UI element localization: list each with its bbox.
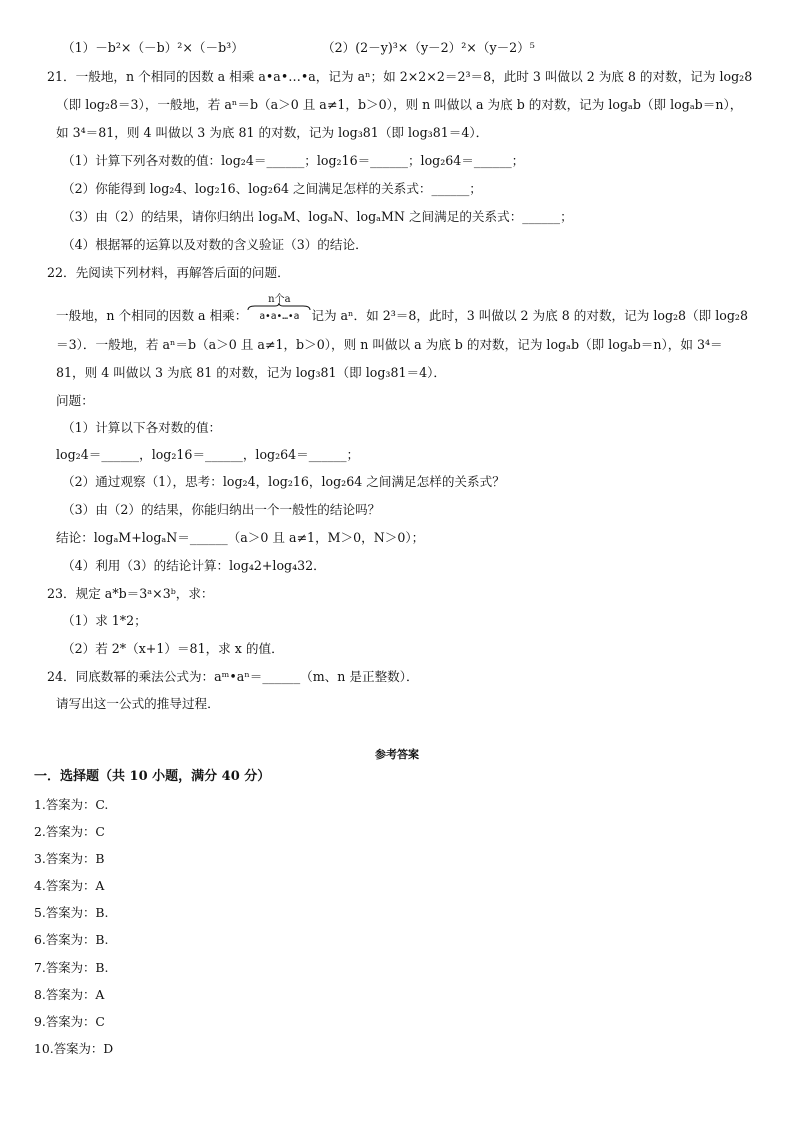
q22-line-4: 81，则 4 叫做以 3 为底 81 的对数，记为 log₃81（即 log₃81＝4）． (56, 365, 446, 380)
q24-line-1: 24．同底数幂的乘法公式为：aᵐ•aⁿ＝______（m、n 是正整数）． (47, 669, 419, 684)
answer-item: 1.答案为：C. (34, 797, 109, 812)
answers-title: 参考答案 (375, 748, 419, 761)
q21-line-2: （即 log₂8＝3），一般地，若 aⁿ＝b（a＞0 且 a≠1，b＞0），则 n 叫做以 a 为底 b 的对数，记为 logₐb（即 logₐb＝n）， (56, 97, 743, 112)
q21-sub-3: （3）由（2）的结果，请你归纳出 logₐM、logₐN、logₐMN 之间满足的关系式：______； (62, 209, 573, 224)
q23-sub-2: （2）若 2*（x+1）＝81，求 x 的值． (62, 641, 284, 656)
q22-sub-1-values: log₂4＝______，log₂16＝______，log₂64＝______； (56, 447, 360, 462)
answer-item: 7.答案为：B. (34, 960, 109, 975)
q22-sub-2: （2）通过观察（1），思考：log₂4，log₂16，log₂64 之间满足怎样的关系式？ (62, 474, 505, 489)
top-item-2: （2）(2－y)³×（y－2）²×（y－2）⁵ (322, 40, 535, 55)
q21-sub-2: （2）你能得到 log₂4、log₂16、log₂64 之间满足怎样的关系式：______； (62, 181, 482, 196)
q22-line-2 (56, 294, 748, 324)
q22-conclusion: 结论：logₐM+logₐN＝______（a＞0 且 a≠1，M＞0，N＞0）； (56, 530, 425, 545)
q22-sub-4: （4）利用（3）的结论计算：log₄2+log₄32． (62, 558, 326, 573)
answer-item: 8.答案为：A (34, 987, 105, 1002)
q21-line-3: 如 3⁴＝81，则 4 叫做以 3 为底 81 的对数，记为 log₃81（即 log₃81＝4）． (56, 125, 489, 140)
answer-item: 9.答案为：C (34, 1014, 105, 1029)
answer-item: 2.答案为：C (34, 824, 105, 839)
q23-line-1: 23．规定 a*b＝3ᵃ×3ᵇ，求： (47, 586, 214, 601)
top-item-1: （1）－b²×（－b）²×（－b³） (62, 40, 244, 55)
answer-item: 4.答案为：A (34, 878, 105, 893)
q21-sub-4: （4）根据幂的运算以及对数的含义验证（3）的结论． (62, 237, 368, 252)
q22-sub-3: （3）由（2）的结果，你能归纳出一个一般性的结论吗？ (62, 502, 381, 517)
answers-section-heading: 一．选择题（共 10 小题，满分 40 分） (34, 769, 271, 784)
q22-line-2-pre: 一般地，n 个相同的因数 a 相乘： (56, 308, 248, 323)
answer-item: 10.答案为：D (34, 1041, 114, 1056)
q22-line-3: ＝3）．一般地，若 aⁿ＝b（a＞0 且 a≠1，b＞0），则 n 叫做以 a 为底 b 的对数，记为 logₐb（即 logₐb＝n），如 3⁴＝ (56, 337, 723, 352)
underbrace-product (247, 294, 311, 322)
q22-question-label: 问题： (56, 393, 94, 408)
answer-item: 5.答案为：B. (34, 905, 109, 920)
q21-sub-1: （1）计算下列各对数的值：log₂4＝______；log₂16＝______；log₂64＝______； (62, 153, 525, 168)
q22-sub-1: （1）计算以下各对数的值： (62, 420, 222, 435)
answer-item: 3.答案为：B (34, 851, 105, 866)
brace-product: a•a•…•a (259, 311, 300, 322)
q24-line-2: 请写出这一公式的推导过程． (56, 696, 220, 711)
q21-line-1: 21．一般地，n 个相同的因数 a 相乘 a•a•…•a，记为 aⁿ；如 2×2×2＝2³＝8，此时 3 叫做以 2 为底 8 的对数，记为 log₂8 (47, 69, 753, 84)
q22-line-1: 22．先阅读下列材料，再解答后面的问题． (47, 265, 290, 280)
q23-sub-1: （1）求 1*2； (62, 613, 147, 628)
brace-label: n个a (268, 294, 291, 305)
q22-line-2-post: 记为 aⁿ．如 2³＝8，此时，3 叫做以 2 为底 8 的对数，记为 log₂8（即 log₂8 (311, 308, 748, 323)
answer-item: 6.答案为：B. (34, 932, 109, 947)
